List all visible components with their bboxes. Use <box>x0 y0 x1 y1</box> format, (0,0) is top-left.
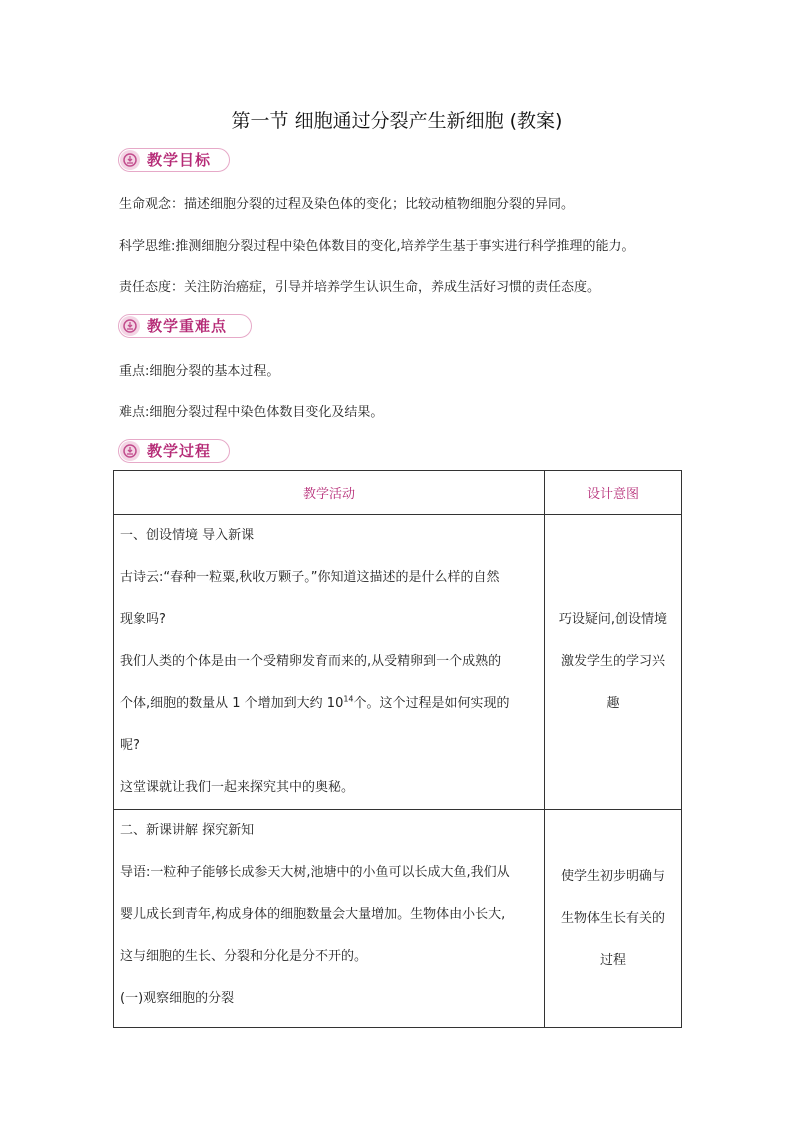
table-header-row <box>114 471 682 515</box>
activity-line: 这堂课就让我们一起来探究其中的奥秘。 <box>120 780 355 795</box>
activity-line <box>120 683 538 725</box>
section-title-goals: 教学目标 <box>147 151 212 169</box>
activity-line: 我们人类的个体是由一个受精卵发育而来的,从受精卵到一个成熟的 <box>120 654 502 669</box>
activity-line: 呢? <box>120 738 140 753</box>
intent-line: 生物体生长有关的 <box>560 910 665 926</box>
document-title: 第一节 细胞通过分裂产生新细胞 (教案) <box>231 110 563 132</box>
activity-line: (一)观察细胞的分裂 <box>120 991 235 1006</box>
activity-line: 二、新课讲解 探究新知 <box>120 823 255 838</box>
header-activity: 教学活动 <box>114 471 545 515</box>
keypoint-paragraph: 重点:细胞分裂的基本过程。 <box>119 364 280 379</box>
section-tag-keypoints <box>118 314 252 338</box>
intent-line: 激发学生的学习兴 <box>560 654 665 669</box>
activity-text: 个体,细胞的数量从 1 个增加到大约 10 <box>120 696 344 711</box>
intent-line: 过程 <box>599 952 626 968</box>
section-bullet-icon <box>120 316 140 336</box>
table-row <box>114 515 682 810</box>
section-tag-process <box>118 439 230 463</box>
keypoint-paragraph: 难点:细胞分裂过程中染色体数目变化及结果。 <box>119 405 384 420</box>
section-tag-goals <box>118 148 230 172</box>
section-bullet-icon <box>120 150 140 170</box>
activity-line: 一、创设情境 导入新课 <box>120 528 255 543</box>
intent-line: 巧设疑问,创设情境 <box>558 612 668 627</box>
intent-cell <box>545 810 682 1028</box>
activity-line: 婴儿成长到青年,构成身体的细胞数量会大量增加。生物体由小长大, <box>120 907 506 922</box>
intent-cell <box>545 515 682 810</box>
table-row <box>114 810 682 1028</box>
goal-paragraph: 生命观念：描述细胞分裂的过程及染色体的变化；比较动植物细胞分裂的异同。 <box>119 197 575 212</box>
intent-line: 趣 <box>606 696 620 711</box>
section-bullet-icon <box>120 441 140 461</box>
section-title-process: 教学过程 <box>147 442 212 460</box>
goal-paragraph: 科学思维:推测细胞分裂过程中染色体数目的变化,培养学生基于事实进行科学推理的能力。 <box>119 239 635 254</box>
activity-cell <box>114 810 545 1028</box>
activity-cell <box>114 515 545 810</box>
header-intent: 设计意图 <box>545 471 682 515</box>
intent-line: 使学生初步明确与 <box>560 868 665 884</box>
goal-paragraph: 责任态度：关注防治癌症，引导并培养学生认识生命，养成生活好习惯的责任态度。 <box>119 280 601 295</box>
exponent: 14 <box>343 694 354 704</box>
activity-line: 现象吗? <box>120 612 166 627</box>
section-title-keypoints: 教学重难点 <box>147 317 228 335</box>
activity-line: 导语:一粒种子能够长成参天大树,池塘中的小鱼可以长成大鱼,我们从 <box>120 865 510 880</box>
lesson-table <box>113 470 682 1028</box>
activity-text: 个。这个过程是如何实现的 <box>353 696 510 711</box>
activity-line: 这与细胞的生长、分裂和分化是分不开的。 <box>120 949 368 964</box>
activity-line: 古诗云:“春种一粒粟,秋收万颗子。”你知道这描述的是什么样的自然 <box>120 570 500 585</box>
